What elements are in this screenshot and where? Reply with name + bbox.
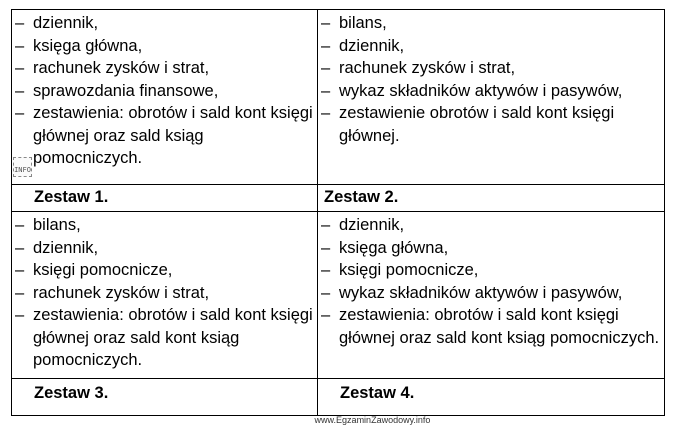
row-divider [12,211,664,212]
list-item: – dziennik, [318,35,660,58]
info-icon: INFO [13,157,32,177]
list-item: – dziennik, [318,214,660,237]
set-4-items [318,214,664,349]
list-item: – zestawienie obrotów i sald kont księgi głównej. [318,102,660,147]
list-item: – zestawienia: obrotów i sald kont księgi głównej oraz sald ksiąg pomocniczych. [12,102,313,170]
list-item: – dziennik, [12,237,313,260]
list-item: – rachunek zysków i strat, [12,282,313,305]
list-item: – rachunek zysków i strat, [318,57,660,80]
watermark-footer: www.EgzaminZawodowy.info [314,415,431,425]
set-2-items [318,12,664,147]
list-item: – rachunek zysków i strat, [12,57,313,80]
list-item: – wykaz składników aktywów i pasywów, [318,80,660,103]
list-item: – bilans, [318,12,660,35]
list-item: – sprawozdania finansowe, [12,80,313,103]
set-4-label: Zestaw 4. [340,384,415,402]
list-item: – bilans, [12,214,313,237]
row-divider [12,378,664,379]
list-item: – zestawienia: obrotów i sald kont księgi głównej oraz sald kont ksiąg pomocniczych. [12,304,313,372]
list-item: – wykaz składników aktywów i pasywów, [318,282,660,305]
set-1-label: Zestaw 1. [34,188,109,206]
set-3-items [12,214,317,372]
set-3-label: Zestaw 3. [34,384,109,402]
row-divider [12,184,664,185]
list-item: – księgi pomocnicze, [318,259,660,282]
list-item: – księga główna, [318,237,660,260]
list-item: – dziennik, [12,12,313,35]
list-item: – księga główna, [12,35,313,58]
list-item: – księgi pomocnicze, [12,259,313,282]
set-1-items [12,12,317,170]
list-item: – zestawienia: obrotów i sald kont księgi głównej oraz sald kont ksiąg pomocniczych. [318,304,660,349]
sets-table [11,9,665,416]
set-2-label: Zestaw 2. [324,188,399,206]
